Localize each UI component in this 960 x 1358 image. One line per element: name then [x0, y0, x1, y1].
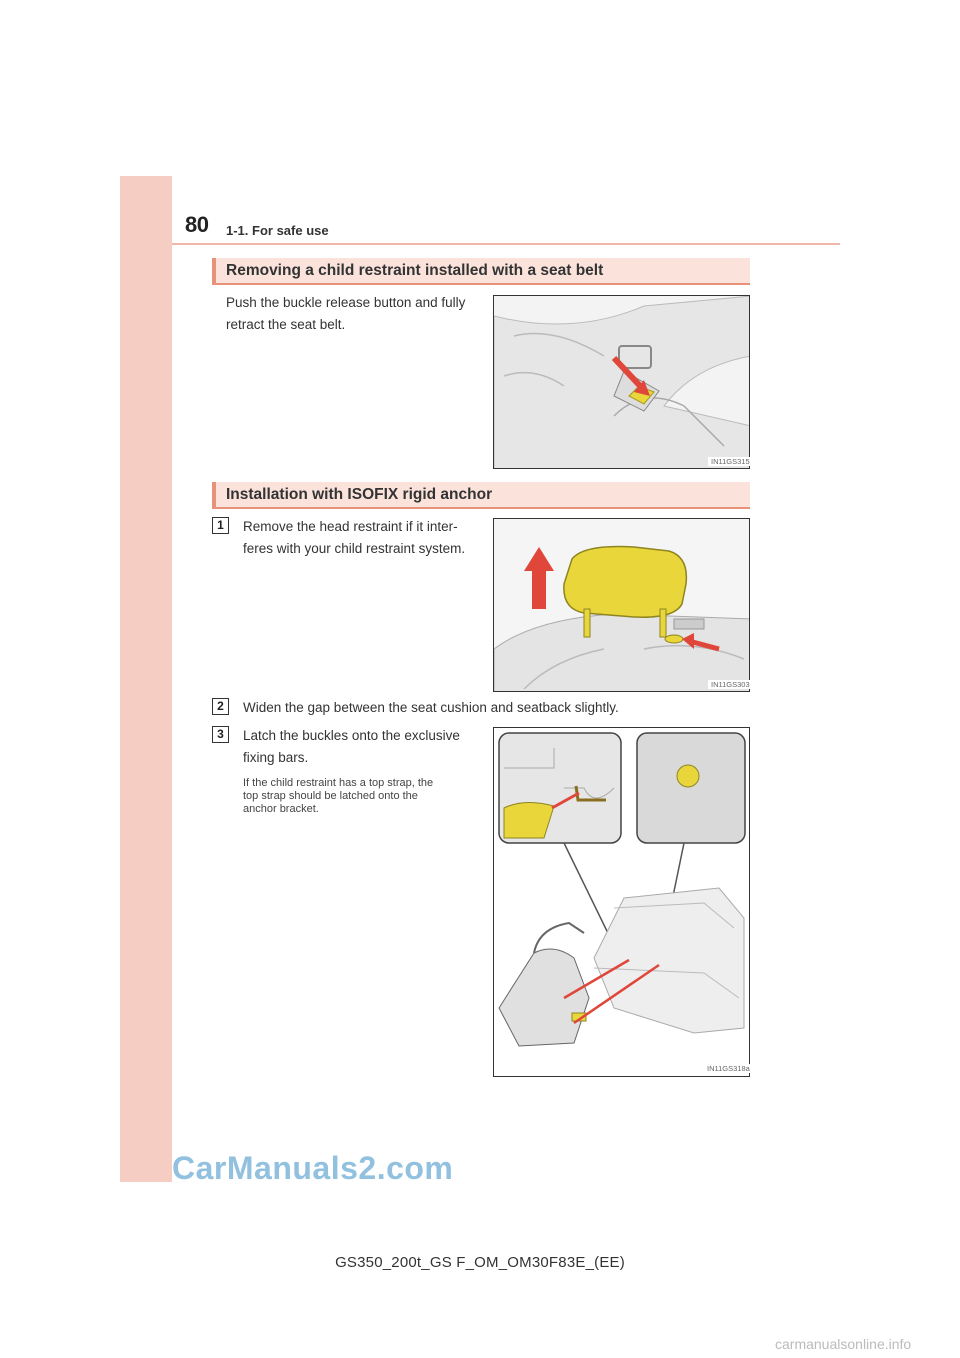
- removing-text-line1: Push the buckle release button and fully: [226, 295, 466, 310]
- step3-note: [243, 777, 479, 816]
- heading-isofix-text: Installation with ISOFIX rigid anchor: [226, 486, 493, 503]
- heading-removing-text: Removing a child restraint installed with a seat belt: [226, 262, 604, 279]
- header-divider: [172, 243, 840, 245]
- step2-text: Widen the gap between the seat cushion and seatback slightly.: [243, 700, 619, 715]
- step1-line1: Remove the head restraint if it inter-: [243, 519, 458, 534]
- step1-line2: feres with your child restraint system.: [243, 541, 466, 556]
- step-number-2: 2: [212, 698, 229, 715]
- side-tab-band: [120, 176, 172, 1182]
- step-number-1: 1: [212, 517, 229, 534]
- step3-note-line2: top strap should be latched onto the: [243, 790, 418, 802]
- step3-line2: fixing bars.: [243, 750, 309, 765]
- image-code-318a: IN11GS318a: [704, 1064, 753, 1073]
- watermark-carmanuals2: CarManuals2.com: [172, 1150, 454, 1186]
- step3-note-line3: anchor bracket.: [243, 803, 319, 815]
- footer-doc-code: GS350_200t_GS F_OM_OM30F83E_(EE): [335, 1254, 625, 1271]
- page-number: 80: [185, 212, 209, 237]
- step3-text: [243, 725, 460, 769]
- watermark-carmanualsonline: carmanualsonline.info: [775, 1336, 912, 1352]
- section-title: 1-1. For safe use: [226, 223, 329, 238]
- removing-instructions: [226, 292, 465, 336]
- heading-removing: [212, 258, 750, 285]
- step1-text: [243, 516, 465, 560]
- image-code-303: IN11GS303: [708, 680, 753, 689]
- heading-isofix: [212, 482, 750, 509]
- step3-line1: Latch the buckles onto the exclusive: [243, 728, 460, 743]
- step3-note-line1: If the child restraint has a top strap, the: [243, 777, 434, 789]
- image-code-315: IN11GS315: [708, 457, 753, 466]
- illustration-isofix-latch: [493, 727, 750, 1077]
- illustration-head-restraint: [493, 518, 750, 692]
- step-number-3: 3: [212, 726, 229, 743]
- removing-text-line2: retract the seat belt.: [226, 317, 346, 332]
- illustration-buckle-release: [493, 295, 750, 469]
